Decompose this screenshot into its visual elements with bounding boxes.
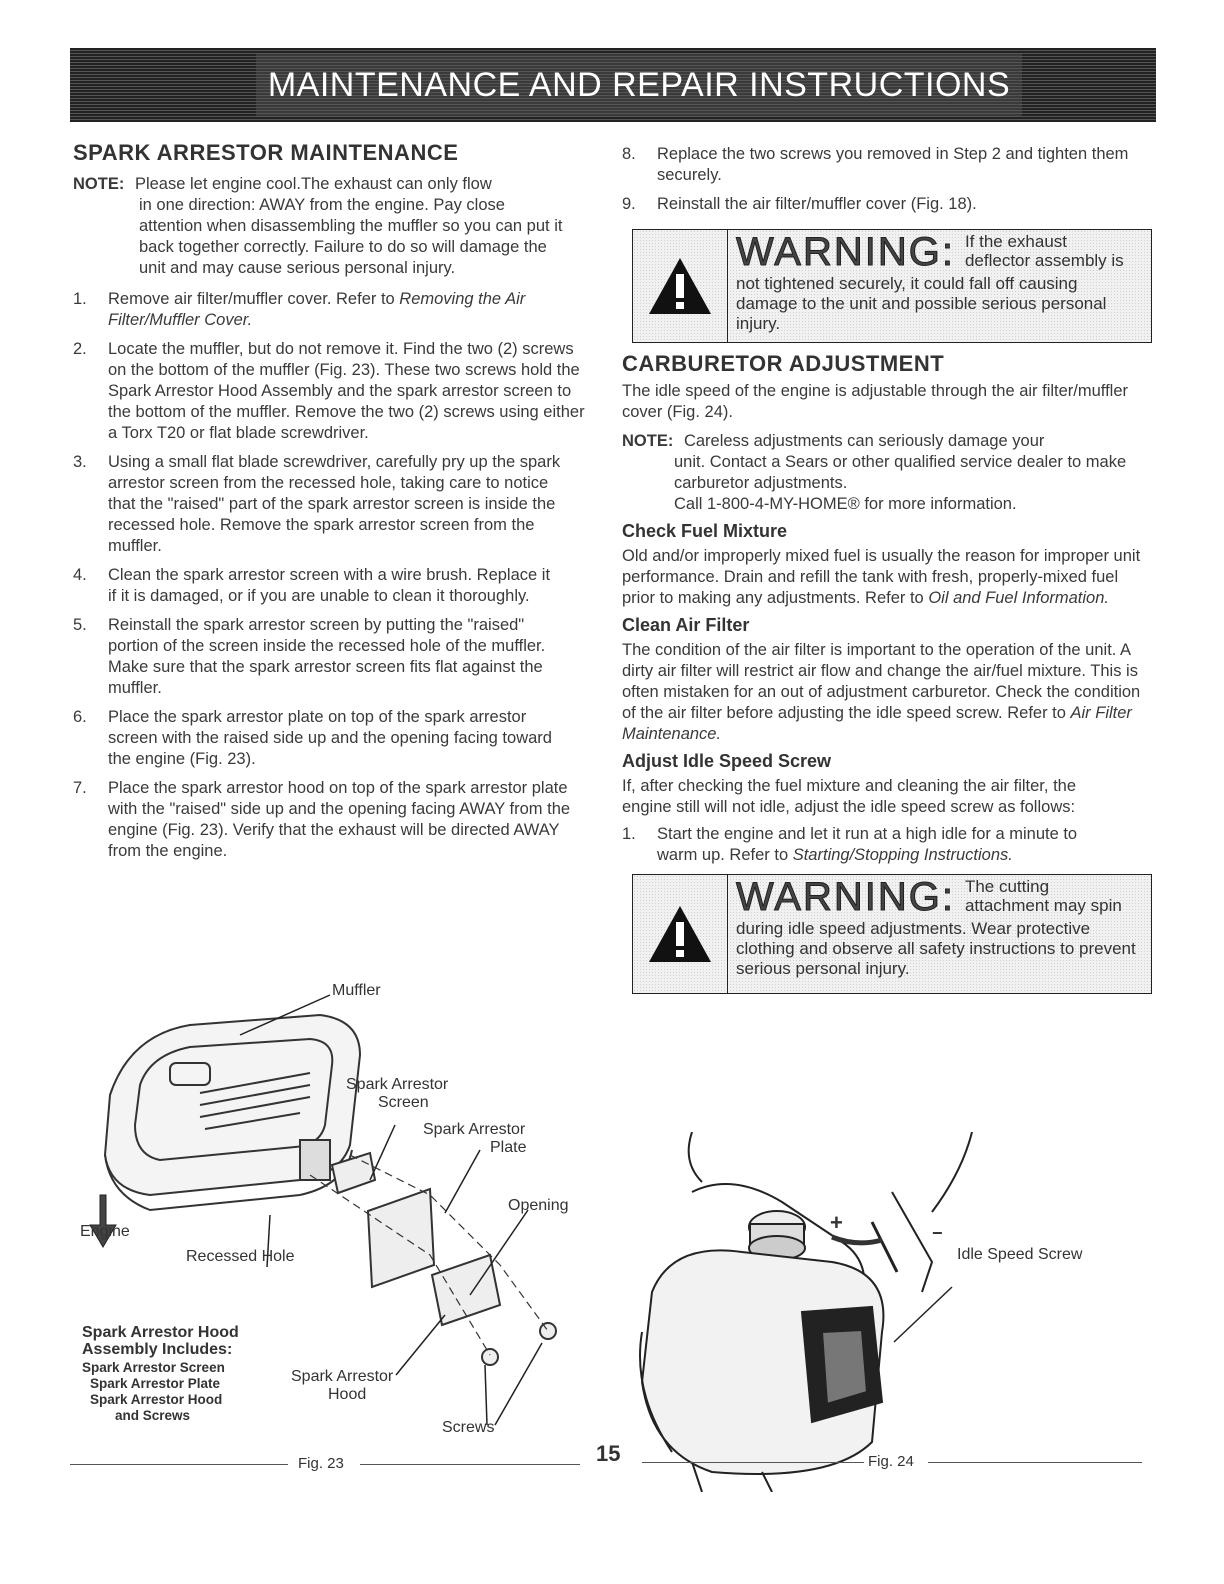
hood-item-1: Spark Arrestor Screen xyxy=(82,1360,225,1375)
fuel-text: Old and/or improperly mixed fuel is usually the reason for improper unit performance. Drain and refill the tank with fresh, properly-mixed fuel prior to making any adjustments. Refer to Oil and Fuel Information. xyxy=(622,547,1141,607)
list-item: 8. Replace the two screws you removed in Step 2 and tighten them securely. xyxy=(622,145,1129,184)
idle-steps xyxy=(622,824,1150,866)
fig24-rule-left xyxy=(642,1462,864,1463)
list-item: 6. Place the spark arrestor plate on top of the spark arrestor screen with the raised side up and the opening facing toward the engine (Fig. 23). xyxy=(73,708,552,768)
list-item: 9. Reinstall the air filter/muffler cover (Fig. 18). xyxy=(622,195,977,213)
warning-text: during idle speed adjustments. Wear protective clothing and observe all safety instructions to prevent serious personal injury. xyxy=(736,919,1136,978)
idle-text: If, after checking the fuel mixture and cleaning the air filter, the engine still will not idle, adjust the idle speed screw as follows: xyxy=(622,777,1076,816)
list-item: 1. Start the engine and let it run at a high idle for a minute to warm up. Refer to Starting/Stopping Instructions. xyxy=(622,825,1078,864)
engine-label: Engine xyxy=(80,1223,130,1240)
list-item: 5. Reinstall the spark arrestor screen by putting the "raised" portion of the screen inside the recessed hole of the muffler. Make sure that the spark arrestor screen fits flat against the muffler. xyxy=(73,616,546,697)
fig24-rule-right xyxy=(928,1462,1142,1463)
muffler-label: Muffler xyxy=(332,982,381,999)
carb-note-label: NOTE: xyxy=(622,432,674,450)
hood-item-3: Spark Arrestor Hood xyxy=(90,1392,223,1407)
list-item: 4. Clean the spark arrestor screen with a wire brush. Replace it if it is damaged, or if you are unable to clean it thoroughly. xyxy=(73,566,551,605)
hood-label-1: Spark Arrestor xyxy=(291,1368,394,1385)
opening-label: Opening xyxy=(508,1197,569,1214)
carb-note-rest: unit. Contact a Sears or other qualified service dealer to make carburetor adjustments. xyxy=(674,453,1127,492)
spark-steps-continued xyxy=(622,144,1150,215)
fig24-caption: Fig. 24 xyxy=(868,1453,914,1470)
spark-note xyxy=(73,174,593,279)
warning-lead-2: deflector assembly is xyxy=(964,251,1124,270)
list-item: 3. Using a small flat blade screwdriver, carefully pry up the spark arrestor screen from the recessed hole, taking care to notice that the "raised" part of the spark arrestor screen is inside the recessed hole. Remove the spark arrestor screen from the muffler. xyxy=(73,453,561,555)
fig23-caption: Fig. 23 xyxy=(298,1455,344,1472)
warning-box-cutting xyxy=(632,874,1152,994)
hood-item-4: and Screws xyxy=(115,1408,191,1423)
hood-item-2: Spark Arrestor Plate xyxy=(90,1376,221,1391)
list-item: 2. Locate the muffler, but do not remove it. Find the two (2) screws on the bottom of the muffler (Fig. 23). These two screws hold the Spark Arrestor Hood Assembly and the spark arrestor screen to the bottom of the muffler. Remove the two (2) screws using either a Torx T20 or flat blade screwdriver. xyxy=(73,340,585,442)
section-banner xyxy=(70,48,1156,122)
trimmer-engine-diagram xyxy=(632,1132,1152,1492)
carb-intro: The idle speed of the engine is adjustable through the air filter/muffler cover (Fig. 24). xyxy=(622,382,1129,421)
warning-box-exhaust xyxy=(632,229,1152,343)
left-column xyxy=(73,140,593,870)
note-first: Please let engine cool.The exhaust can only flow xyxy=(134,175,492,193)
fuel-heading: Check Fuel Mixture xyxy=(622,521,788,541)
hood-assembly-title-1: Spark Arrestor Hood xyxy=(82,1324,239,1341)
plate-label-2: Plate xyxy=(490,1139,527,1156)
page-number: 15 xyxy=(596,1441,621,1466)
right-column xyxy=(622,144,1150,994)
recessed-hole-label: Recessed Hole xyxy=(186,1248,295,1265)
minus-sign: − xyxy=(932,1223,943,1243)
fig23-rule-right xyxy=(360,1464,580,1465)
plus-sign: + xyxy=(830,1210,843,1235)
spark-heading: SPARK ARRESTOR MAINTENANCE xyxy=(73,140,459,165)
screen-label-2: Screen xyxy=(378,1094,429,1111)
hood-assembly-title-2: Assembly Includes: xyxy=(82,1341,233,1358)
screws-label: Screws xyxy=(442,1419,495,1436)
filter-heading: Clean Air Filter xyxy=(622,615,750,635)
figure-23 xyxy=(70,975,590,1495)
warning-icon xyxy=(633,230,728,342)
carb-heading: CARBURETOR ADJUSTMENT xyxy=(622,351,945,376)
warning-lead: The cutting xyxy=(964,877,1050,896)
warning-word: WARNING: xyxy=(736,230,955,274)
note-rest: in one direction: AWAY from the engine. Pay close attention when disassembling the muffler so you can put it back together correctly. Failure to do so will damage the unit and may cause serious personal injury. xyxy=(139,196,563,277)
idle-speed-screw-label: Idle Speed Screw xyxy=(957,1246,1083,1263)
hood-label-2: Hood xyxy=(328,1386,367,1403)
fig23-rule-left xyxy=(70,1464,288,1465)
banner-title-box xyxy=(256,54,1022,116)
screen-label-1: Spark Arrestor xyxy=(346,1076,449,1093)
warning-text: not tightened securely, it could fall off causing damage to the unit and possible serious personal injury. xyxy=(736,274,1107,333)
spark-steps xyxy=(73,289,593,862)
carb-note xyxy=(622,431,1150,515)
warning-icon xyxy=(633,875,728,993)
carb-note-call: Call 1-800-4-MY-HOME® for more information. xyxy=(674,495,1017,513)
carb-note-first: Careless adjustments can seriously damage your xyxy=(683,432,1045,450)
note-label: NOTE: xyxy=(73,175,125,193)
warning-lead: If the exhaust xyxy=(964,232,1068,251)
plate-label-1: Spark Arrestor xyxy=(423,1121,526,1138)
warning-word: WARNING: xyxy=(736,875,955,919)
list-item: 7. Place the spark arrestor hood on top of the spark arrestor plate with the "raised" side up and the opening facing AWAY from the engine (Fig. 23). Verify that the exhaust will be directed AWAY from the engine. xyxy=(73,779,571,860)
idle-heading: Adjust Idle Speed Screw xyxy=(622,751,832,771)
list-item: 1. Remove air filter/muffler cover. Refer to Removing the Air Filter/Muffler Cover. xyxy=(73,290,526,329)
filter-text: The condition of the air filter is important to the operation of the unit. A dirty air filter will restrict air flow and change the air/fuel mixture. This is often mistaken for an out of adjustment carburetor. Check the condition of the air filter before adjusting the idle speed screw. Refer to Air Filter Maintenance. xyxy=(622,641,1141,743)
banner-title: MAINTENANCE AND REPAIR INSTRUCTIONS xyxy=(267,65,1011,104)
warning-lead-2: attachment may spin xyxy=(964,896,1122,915)
figure-24 xyxy=(632,1132,1152,1492)
